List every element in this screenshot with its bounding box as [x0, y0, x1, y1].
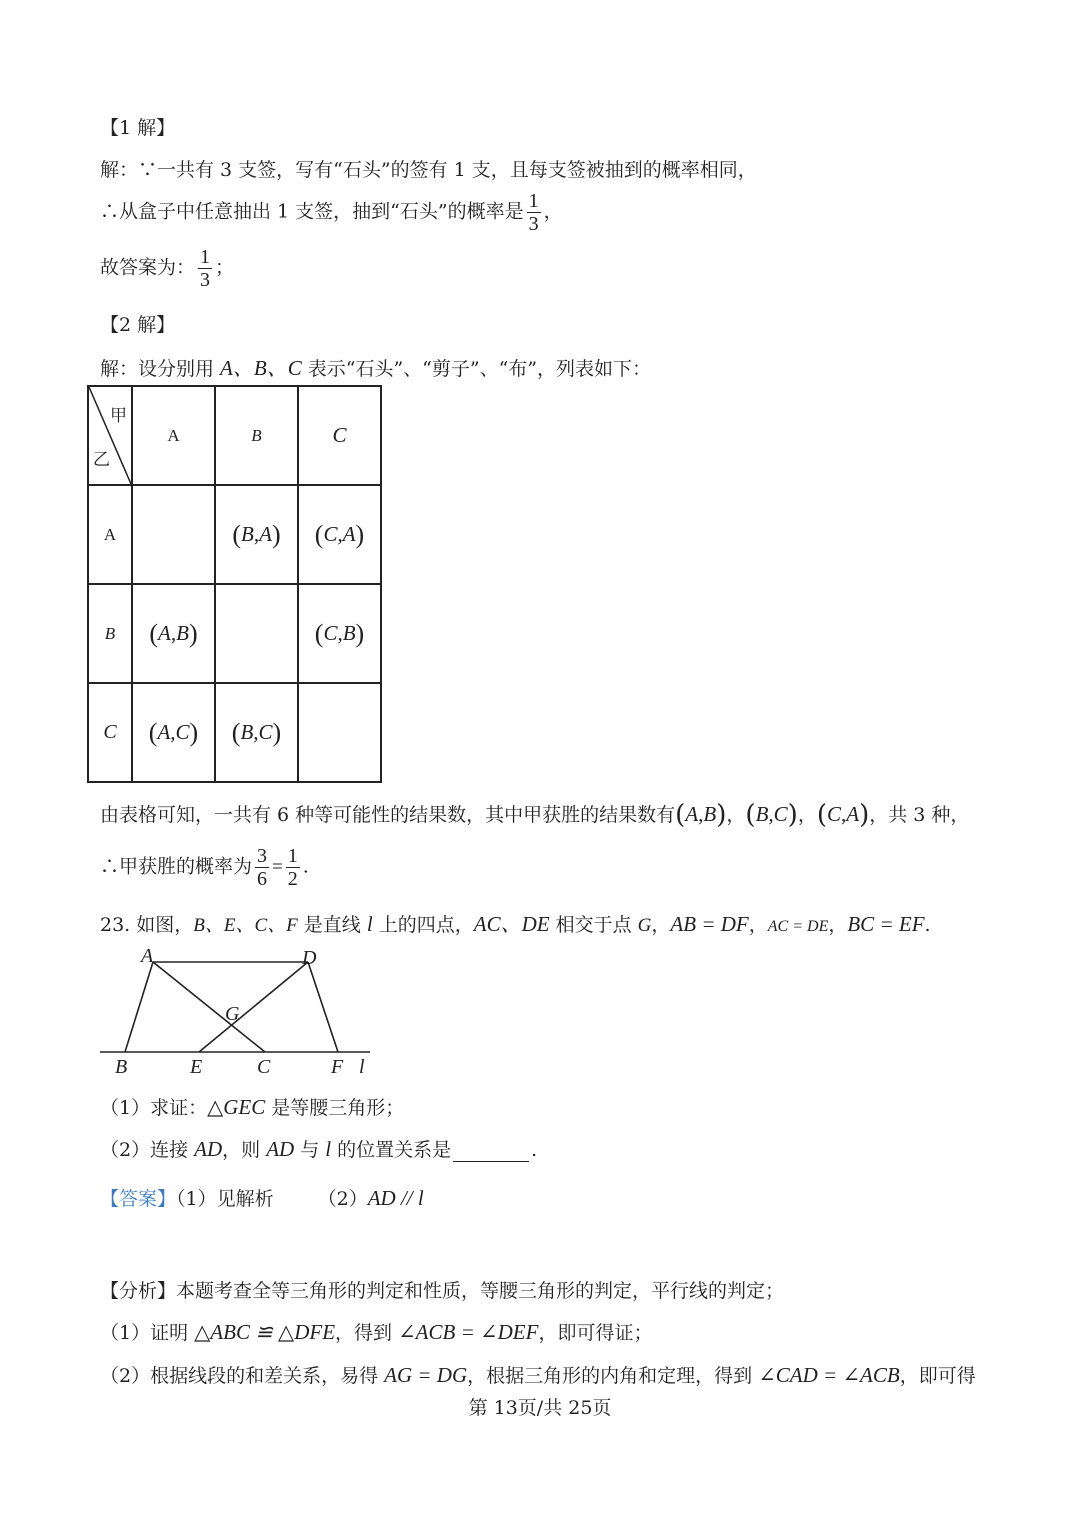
stem-comma: ，: [748, 914, 768, 936]
analysis-line1: 【分析】本题考查全等三角形的判定和性质，等腰三角形的判定，平行线的判定；: [100, 1280, 785, 1302]
outcome-table: [87, 385, 382, 783]
corner-bottom-label: 乙: [93, 450, 110, 470]
segment-df: [308, 962, 338, 1052]
col-header-a: A: [132, 386, 215, 485]
analysis-line3-math1: AG = DG: [384, 1363, 468, 1387]
question-1: [100, 1093, 404, 1120]
fraction-three-sixths: [255, 845, 269, 890]
fraction-numerator: 1: [200, 246, 211, 268]
stem-l: l: [366, 912, 373, 936]
segment-de: [199, 962, 308, 1052]
segment-ab: [125, 962, 153, 1052]
table-cell: [298, 683, 381, 782]
table-row: [88, 584, 381, 683]
table-cell: (C,B): [298, 584, 381, 683]
col-header-b: B: [215, 386, 298, 485]
table-cell: [215, 584, 298, 683]
analysis-line2-suffix: ，即可得证；: [538, 1322, 653, 1344]
stem-end: .: [924, 914, 931, 936]
answer-1: （1）见解析: [176, 1188, 274, 1210]
pair-value: A,C: [157, 719, 190, 744]
table-cell: (C,A): [298, 485, 381, 584]
table-row: [88, 485, 381, 584]
problem23-stem: [100, 908, 931, 938]
corner-top-label: 甲: [110, 406, 127, 426]
stem-mid2: 上的四点，: [372, 914, 474, 936]
fraction-numerator: 1: [528, 190, 539, 212]
part1-line3-fraction: [198, 246, 212, 291]
fraction-numerator: 1: [287, 845, 298, 867]
table-cell: (B,C): [215, 683, 298, 782]
analysis-line2-prefix: （1）证明: [100, 1322, 195, 1344]
fraction-denominator: 6: [257, 868, 268, 890]
part1-line2-prefix: ∴从盒子中任意抽出 1 支签，抽到“石头”的概率是: [100, 200, 524, 223]
stem-ac-de: AC、DE: [473, 912, 550, 936]
stem-comma: ，: [828, 914, 848, 936]
pair-value: C,B: [323, 620, 356, 645]
q1-prefix: （1）求证：: [100, 1097, 208, 1119]
win-pair: B,C: [755, 802, 788, 826]
q2-mid2: 与: [294, 1139, 326, 1161]
stem-g: G: [637, 915, 652, 936]
part2-line1-vars: A、B、C: [220, 356, 302, 380]
part1-line2-fraction: [527, 190, 541, 235]
q1-triangle: △GEC: [207, 1095, 266, 1119]
q2-suffix: 的位置关系是: [331, 1139, 452, 1161]
table-cell: [132, 485, 215, 584]
condition-ab-df: AB = DF: [670, 912, 749, 936]
analysis-line3-suffix: ，即可得: [899, 1365, 976, 1387]
part1-line3-suffix: ；: [215, 256, 235, 279]
table-cell: (B,A): [215, 485, 298, 584]
fraction-numerator: 3: [257, 845, 268, 867]
table-cell: (A,C): [132, 683, 215, 782]
label-f: F: [331, 1056, 344, 1078]
part1-line2-suffix: ，: [543, 200, 563, 223]
label-c: C: [257, 1056, 271, 1078]
part1-line1: 解：∵一共有 3 支签，写有“石头”的签有 1 支，且每支签被抽到的概率相同，: [100, 159, 757, 181]
pair-value: C,A: [323, 521, 356, 546]
conclusion-line2: [100, 845, 309, 890]
fraction-denominator: 3: [528, 213, 539, 235]
analysis-line3: [100, 1361, 976, 1388]
pair-value: A,B: [158, 620, 189, 645]
answer-2-prefix: （2）: [317, 1188, 368, 1210]
conclusion-line2-prefix: ∴甲获胜的概率为: [100, 855, 253, 878]
label-g: G: [225, 1003, 240, 1025]
q2-end: .: [531, 1139, 538, 1161]
analysis-line2: [100, 1318, 652, 1345]
q2-l: l: [325, 1137, 332, 1161]
q2-prefix: （2）连接: [100, 1139, 195, 1161]
fraction-one-half: [286, 845, 300, 890]
geometry-figure: [95, 940, 385, 1080]
equals-sign: =: [272, 856, 283, 878]
table-header-row: [88, 386, 381, 485]
stem-mid: 是直线: [297, 914, 367, 936]
fraction-denominator: 2: [287, 868, 298, 890]
stem-comma: ，: [651, 914, 671, 936]
condition-ac-de: AC = DE: [767, 918, 829, 935]
analysis-line2-math1: △ABC ≌ △DFE: [194, 1320, 336, 1344]
part2-line1-suffix: 表示“石头”、“剪子”、“布”，列表如下：: [301, 358, 652, 380]
part2-line1: [100, 352, 651, 382]
condition-bc-ef: BC = EF: [847, 912, 925, 936]
stem-mid3: 相交于点: [549, 914, 638, 936]
fraction-denominator: 3: [200, 269, 211, 291]
answer-blank: [453, 1143, 529, 1162]
conclusion-line1: 由表格可知，一共有 6 种等可能性的结果数，其中甲获胜的结果数有(A,B)，(B,C)，(C,A)，共 3 种，: [100, 800, 970, 830]
q2-ad: AD: [194, 1137, 223, 1161]
analysis-line2-math2: ∠ACB = ∠DEF: [398, 1320, 539, 1344]
q1-suffix: 是等腰三角形；: [265, 1097, 405, 1119]
part1-line2: [100, 190, 563, 235]
row-header-b: B: [88, 584, 132, 683]
part2-line1-prefix: 解：设分别用: [100, 358, 221, 380]
label-a: A: [141, 945, 154, 967]
label-e: E: [190, 1056, 203, 1078]
q2-mid: ，则: [222, 1139, 267, 1161]
analysis-line3-mid: ，根据三角形的内角和定理，得到: [467, 1365, 759, 1387]
part1-line3: [100, 246, 234, 291]
table-row: [88, 683, 381, 782]
label-l: l: [359, 1056, 365, 1078]
label-d: D: [302, 947, 317, 969]
page-footer: 第 13页/共 25页: [468, 1397, 612, 1419]
conclusion-line1-suffix: ，共 3 种，: [869, 804, 970, 826]
part2-heading: 【2 解】: [100, 314, 176, 336]
pair-value: B,A: [241, 521, 272, 546]
stem-prefix: 23. 如图，: [100, 914, 194, 936]
win-pair: C,A: [826, 802, 860, 826]
answer-tag: 【答案】: [100, 1188, 177, 1210]
analysis-line3-math2: ∠CAD = ∠ACB: [758, 1363, 900, 1387]
conclusion-line1-prefix: 由表格可知，一共有 6 种等可能性的结果数，其中甲获胜的结果数有: [100, 804, 676, 826]
conclusion-line2-suffix: .: [302, 855, 309, 878]
q2-ad2: AD: [266, 1137, 295, 1161]
part1-line3-prefix: 故答案为：: [100, 256, 196, 279]
table-cell: (A,B): [132, 584, 215, 683]
answer-line: [100, 1184, 424, 1211]
question-2: [100, 1135, 537, 1162]
row-header-a: A: [88, 485, 132, 584]
win-pair: A,B: [685, 802, 717, 826]
analysis-line3-prefix: （2）根据线段的和差关系，易得: [100, 1365, 385, 1387]
analysis-line2-mid: ，得到: [335, 1322, 399, 1344]
pair-value: B,C: [240, 719, 273, 744]
col-header-c: C: [298, 386, 381, 485]
segment-ac: [153, 962, 265, 1052]
label-b: B: [115, 1056, 128, 1078]
answer-2-math: AD // l: [367, 1186, 424, 1210]
stem-points: B、E、C、F: [193, 915, 298, 936]
part1-heading: 【1 解】: [100, 117, 176, 139]
table-corner-cell: [88, 386, 132, 485]
row-header-c: C: [88, 683, 132, 782]
